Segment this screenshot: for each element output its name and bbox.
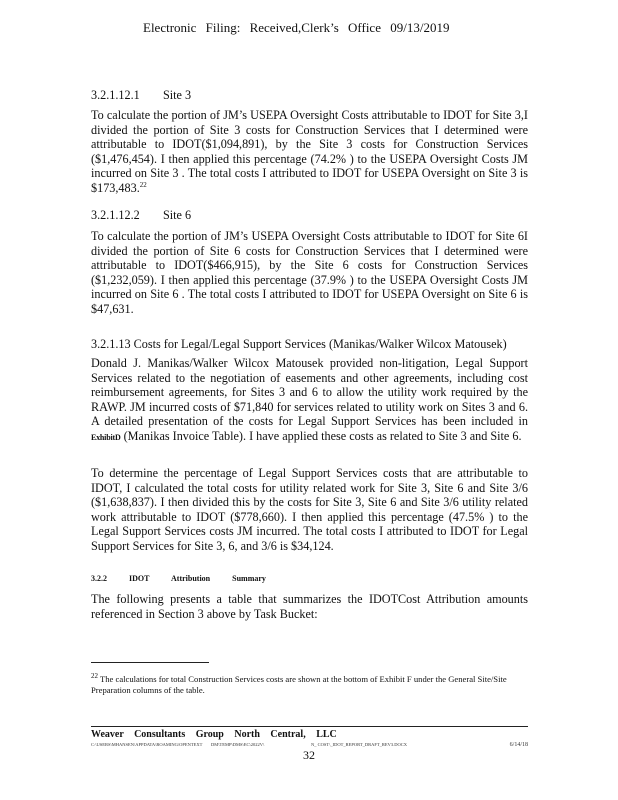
- paragraph-text: To calculate the portion of JM’s USEPA Oversight Costs attributable to IDOT for Site 3,I divided the portion of Site 3 costs for Construction Services that I determined were attributable to IDOT($1,094,891), by the Site 3 costs for Construction Services ($1,476,454). I then applied this percentage (74.2% ) to the USEPA Oversight Costs JM incurred on Site 3 . The total costs I attributed to IDOT for USEPA Oversight on Site 3 is $173,483.: [91, 108, 528, 195]
- footnote-text: The calculations for total Construction Services costs are shown at the bottom of Exhibit F under the General Site/Site Preparation columns of the table.: [91, 674, 507, 695]
- paragraph-text: (Manikas Invoice Table). I have applied these costs as related to Site 3 and Site 6.: [123, 428, 522, 443]
- exhibit-reference[interactable]: ExhibitD: [91, 432, 121, 442]
- section-heading-legal-support: 3.2.1.13 Costs for Legal/Legal Support Services (Manikas/Walker Wilcox Matousek): [91, 337, 507, 351]
- footnote-22: [91, 674, 521, 696]
- paragraph-legal-support-1: [91, 356, 528, 446]
- paragraph-legal-support-2: [91, 466, 528, 554]
- footer-date: 6/14/18: [509, 742, 528, 748]
- section-number: 3.2.2: [91, 574, 107, 583]
- footer-firm-name: Weaver Consultants Group North Central, LLC: [91, 729, 337, 740]
- section-heading-site-6: [91, 208, 528, 223]
- footer-doc-id: DM\TEMP\DMS\EC\2022V\: [211, 742, 265, 747]
- footnote-number: 22: [91, 672, 98, 681]
- footnote-separator: [91, 662, 209, 663]
- footer-file-name: N_ COST\_IDOT_REPORT_DRAFT_REV3.DOCX: [311, 742, 407, 747]
- section-title-word: Summary: [232, 574, 266, 583]
- section-title: Site 3: [163, 88, 192, 102]
- section-title-word: IDOT: [129, 574, 150, 583]
- footnote-reference[interactable]: 22: [139, 180, 147, 189]
- paragraph-text: To calculate the portion of JM’s USEPA Oversight Costs attributable to IDOT for Site 6I divided the portion of Site 6 costs for Construction Services that I determined were attributable to IDOT($466,915), by the Site 6 costs for Construction Services ($1,232,059). I then applied this percentage (37.9% ) to the USEPA Oversight Costs JM incurred on Site 6 . The total costs I attributed to IDOT for USEPA Oversight on Site 6 is $47,631.: [91, 229, 528, 316]
- section-title: Site 6: [163, 208, 192, 222]
- section-title-word: Attribution: [171, 574, 211, 583]
- paragraph-site-6: [91, 229, 528, 317]
- section-heading-idot-attribution-summary: [91, 574, 286, 583]
- footer-rule: [91, 726, 528, 727]
- section-number: 3.2.1.12.1: [91, 88, 140, 102]
- paragraph-site-3: [91, 108, 528, 196]
- paragraph-text: To determine the percentage of Legal Support Services costs that are attributable to IDOT, I calculated the total costs for utility related work for Site 3, Site 6 and Site 3/6 ($1,638,837). I then divided this by the costs for Site 3, Site 6 and Site 3/6 utility related work attributable to IDOT ($778,660). I then applied this percentage (47.5% ) to the Legal Support Services costs JM incurred. The total costs I attributed to IDOT for Legal Support Services for Site 3, 6, and 3/6 is $34,124.: [91, 466, 528, 553]
- footer-path: C:\USERS\MHANSEN\APPDATA\ROAMING\OPENTEXT: [91, 742, 203, 747]
- section-number: 3.2.1.12.2: [91, 208, 140, 222]
- paragraph-summary-intro: The following presents a table that summarizes the IDOTCost Attribution amounts referenced in Section 3 above by Task Bucket:: [91, 592, 528, 621]
- paragraph-text: Donald J. Manikas/Walker Wilcox Matousek provided non-litigation, Legal Support Services related to the negotiation of easements and other agreements, including cost reimbursement agreements, for Sites 3 and 6 to allow the utility work required by the RAWP. JM incurred costs of $71,840 for services related to utility work on Sites 3 and 6. A detailed presentation of the costs for Legal Support Services has been included in: [91, 356, 528, 429]
- section-heading-site-3: [91, 88, 528, 103]
- electronic-filing-stamp: Electronic Filing: Received,Clerk’s Office 09/13/2019: [143, 20, 450, 35]
- page-number: 32: [303, 748, 315, 762]
